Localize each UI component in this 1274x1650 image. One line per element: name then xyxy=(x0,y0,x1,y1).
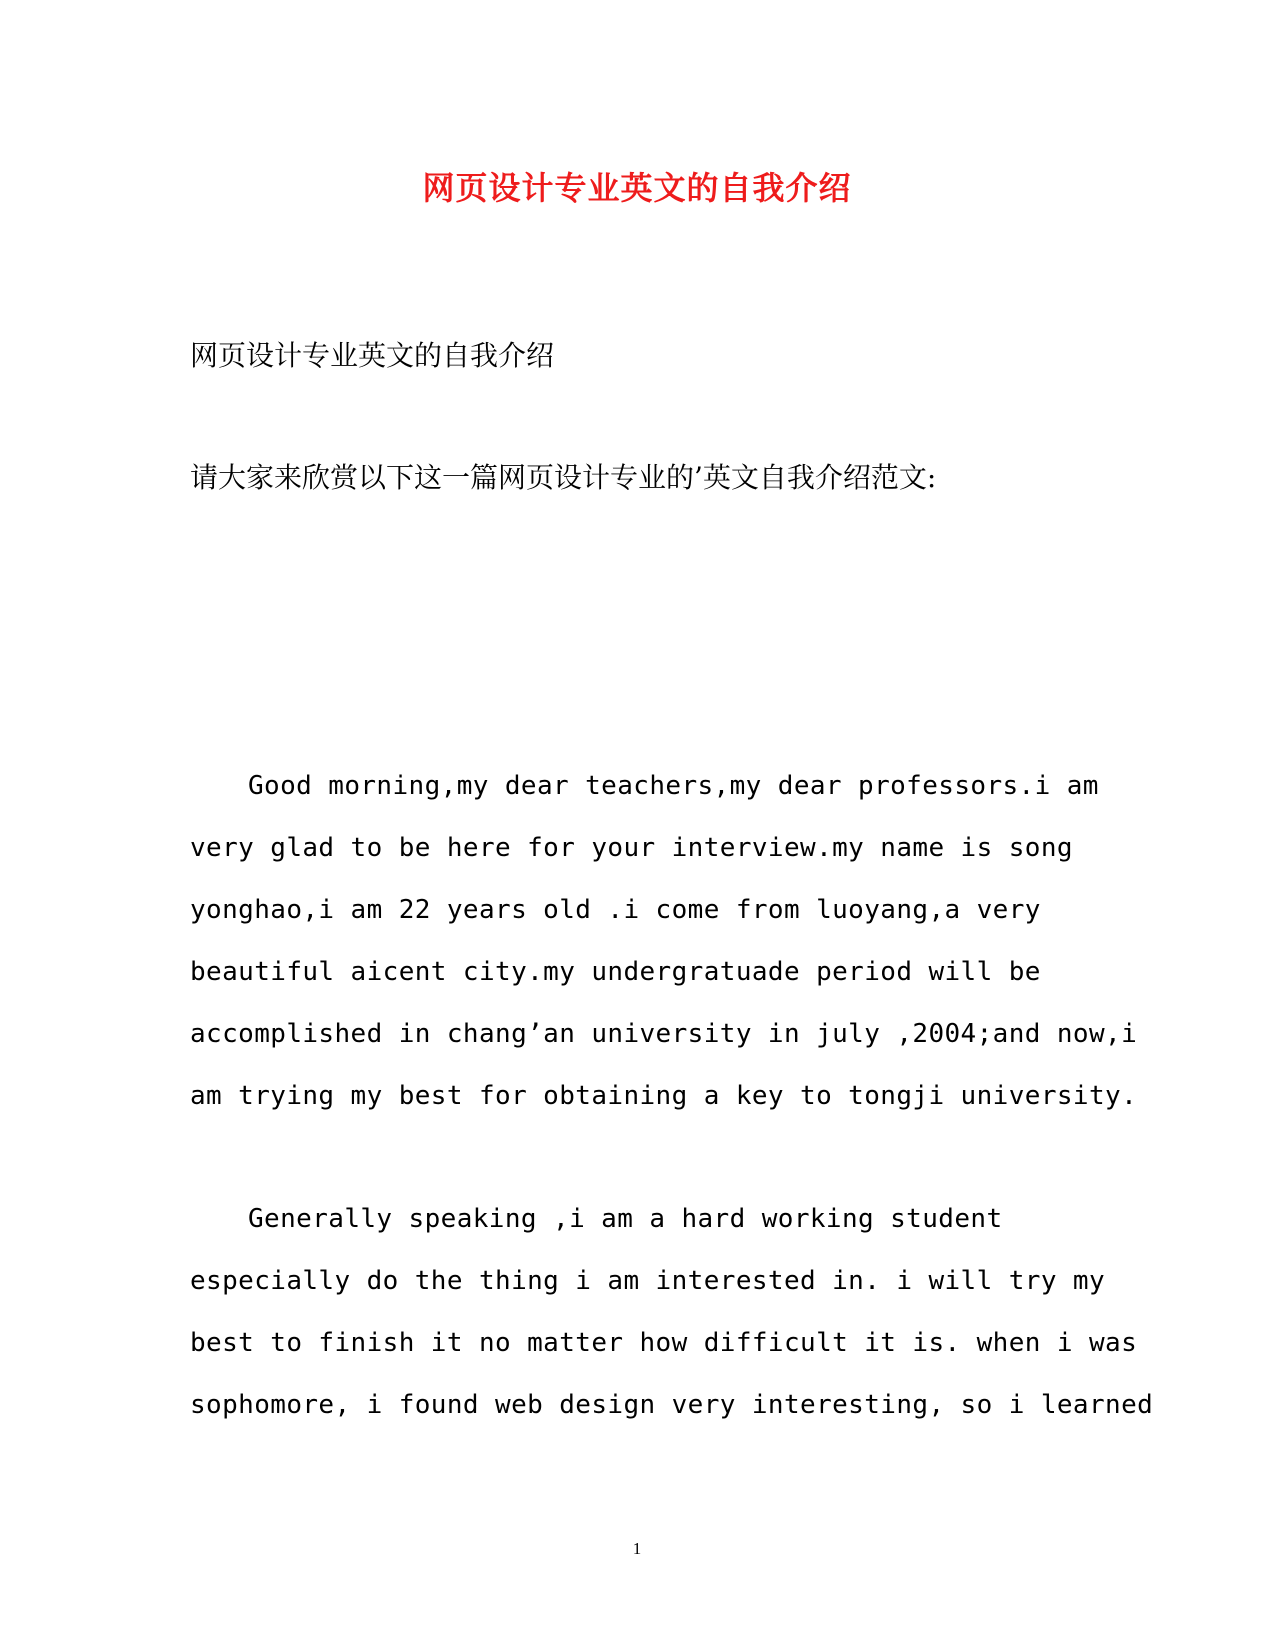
paragraph-1-line: am trying my best for obtaining a key to tongji university. xyxy=(190,1081,1138,1111)
paragraph-1-line: yonghao,i am 22 years old .i come from luoyang,a very xyxy=(190,895,1041,925)
paragraph-2-line: best to finish it no matter how difficult it is. when i was xyxy=(190,1328,1138,1358)
page-number: 1 xyxy=(632,1539,642,1558)
paragraph-2-line: Generally speaking ,i am a hard working student xyxy=(248,1204,1003,1234)
paragraph-1-line: Good morning,my dear teachers,my dear professors.i am xyxy=(248,771,1099,801)
paragraph-2-line: especially do the thing i am interested in. i will try my xyxy=(190,1266,1106,1296)
paragraph-1-line: accomplished in chang’an university in july ,2004;and now,i xyxy=(190,1019,1138,1049)
paragraph-1-line: very glad to be here for your interview.my name is song xyxy=(190,833,1073,863)
paragraph-1-line: beautiful aicent city.my undergratuade period will be xyxy=(190,957,1041,987)
intro-line: 请大家来欣赏以下这一篇网页设计专业的’英文自我介绍范文: xyxy=(190,461,937,494)
document-title: 网页设计专业英文的自我介绍 xyxy=(422,169,852,207)
subtitle-line: 网页设计专业英文的自我介绍 xyxy=(190,339,555,372)
paragraph-2-line: sophomore, i found web design very interesting, so i learned xyxy=(190,1390,1154,1420)
